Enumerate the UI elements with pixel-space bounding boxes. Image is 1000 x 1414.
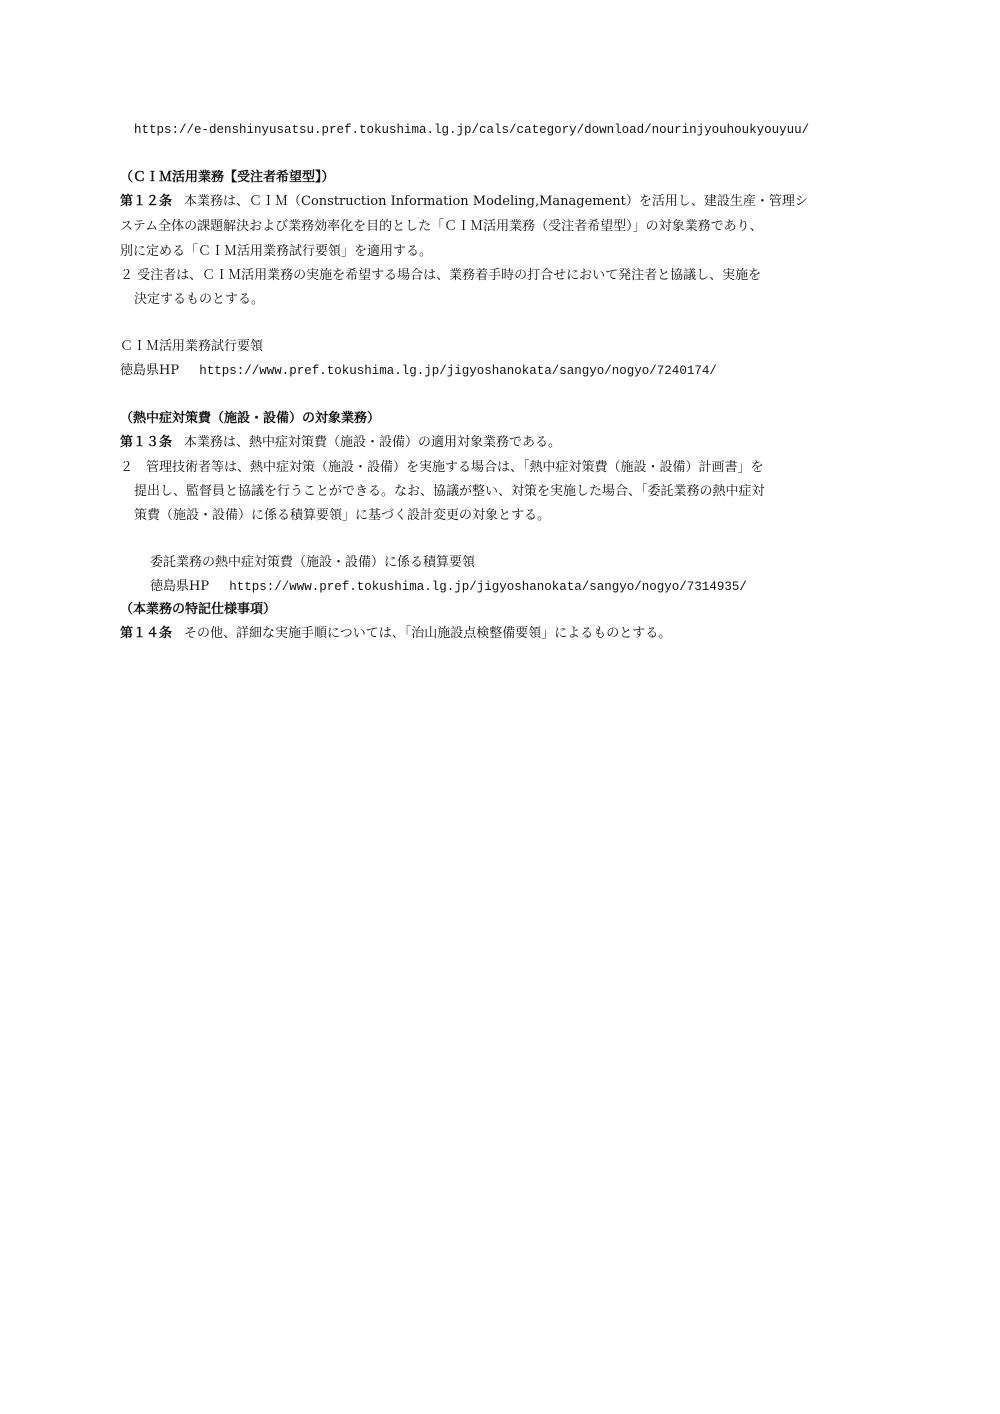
cim-guideline-link-line: [120, 361, 717, 381]
section-14-heading: （本業務の特記仕様事項）: [120, 602, 277, 617]
article-13-para-2-line-2: 提出し、監督員と協議を行うことができる。なお、協議が整い、対策を実施した場合、「委託業務の熱中症対: [134, 484, 765, 499]
article-12-line-2: ステム全体の課題解決および業務効率化を目的とした「ＣＩＭ活用業務（受注者希望型）」の対象業務であり、: [120, 219, 763, 234]
article-12-para-2-line-2: 決定するものとする。: [134, 292, 265, 307]
cim-guideline-title: ＣＩＭ活用業務試行要領: [120, 339, 264, 354]
article-14-line-1: [120, 624, 671, 644]
article-13-para-2-line-3: 策費（施設・設備）に係る積算要領」に基づく設計変更の対象とする。: [134, 508, 551, 523]
article-13-number: 第１３条: [120, 435, 173, 450]
article-12-line-1: [120, 192, 808, 212]
article-13-line-1: [120, 433, 561, 453]
section-13-heading: （熱中症対策費（施設・設備）の対象業務）: [120, 411, 381, 426]
article-14-text-1: その他、詳細な実施手順については、「治山施設点検整備要領」によるものとする。: [184, 626, 672, 641]
article-12-line-3: 別に定める「ＣＩＭ活用業務試行要領」を適用する。: [120, 244, 433, 259]
heatstroke-guideline-link-line: [150, 577, 747, 597]
article-12-para-2-line-1: ２ 受注者は、ＣＩＭ活用業務の実施を希望する場合は、業務着手時の打合せにおいて発注者と協議し、実施を: [120, 268, 762, 283]
article-12-text-1: 本業務は、ＣＩＭ（Construction Information Modeling,Management）を活用し、建設生産・管理シ: [184, 194, 808, 209]
article-13-text-1: 本業務は、熱中症対策費（施設・設備）の適用対象業務である。: [184, 435, 562, 450]
section-12-heading: （ＣＩＭ活用業務【受注者希望型】）: [120, 170, 335, 185]
cim-guideline-site: 徳島県HP: [120, 363, 180, 378]
article-13-para-2-line-1: ２ 管理技術者等は、熱中症対策（施設・設備）を実施する場合は、「熱中症対策費（施設・設備）計画書」を: [120, 460, 764, 475]
top-url[interactable]: https://e-denshinyusatsu.pref.tokushima.lg.jp/cals/category/download/nourinjyouhoukyouyuu/: [134, 123, 810, 137]
heatstroke-guideline-title: 委託業務の熱中症対策費（施設・設備）に係る積算要領: [150, 555, 476, 570]
heatstroke-guideline-site: 徳島県HP: [150, 579, 210, 594]
cim-guideline-url[interactable]: https://www.pref.tokushima.lg.jp/jigyoshanokata/sangyo/nogyo/7240174/: [199, 364, 717, 378]
heatstroke-guideline-url[interactable]: https://www.pref.tokushima.lg.jp/jigyoshanokata/sangyo/nogyo/7314935/: [229, 580, 747, 594]
article-12-number: 第１２条: [120, 194, 173, 209]
article-14-number: 第１４条: [120, 626, 173, 641]
